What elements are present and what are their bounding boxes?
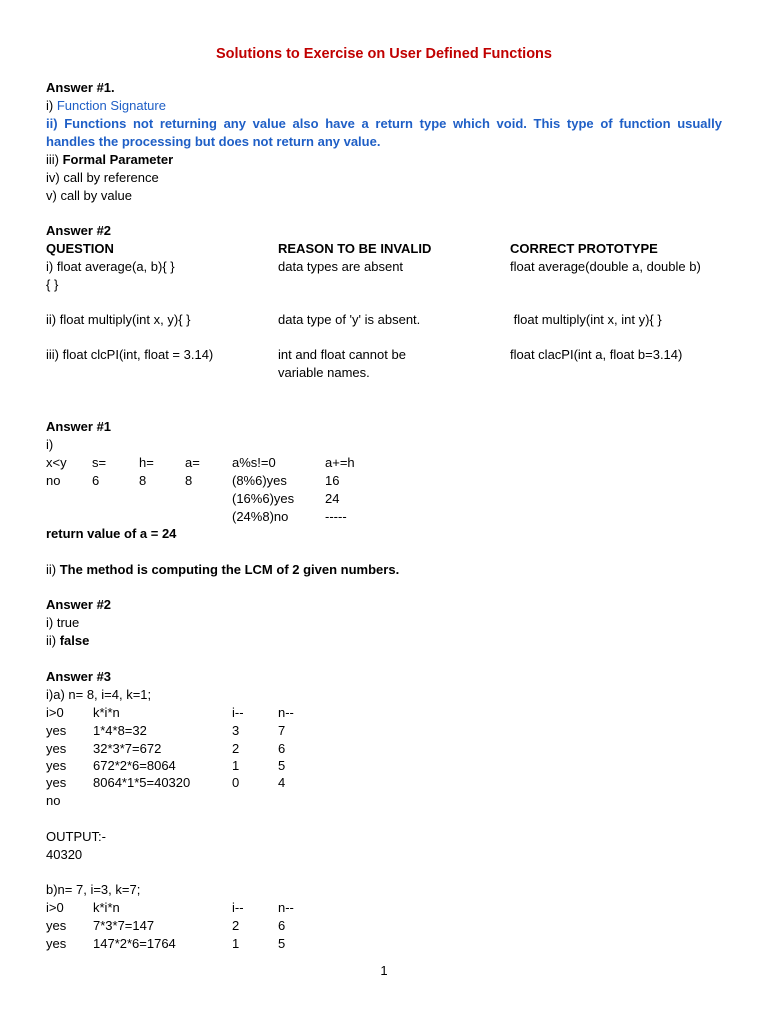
reason-2: data type of 'y' is absent. (278, 312, 421, 327)
trace-cell: 8 (139, 473, 147, 488)
part-a-init: i)a) n= 8, i=4, k=1; (46, 687, 152, 702)
loop-cell: n-- (278, 900, 294, 915)
trace-cell: (8%6)yes (232, 473, 287, 488)
loop-cell: 1 (232, 936, 240, 951)
loop-cell: n-- (278, 705, 294, 720)
loop-cell: 5 (278, 758, 286, 773)
loop-cell: 6 (278, 918, 286, 933)
loop-cell: i>0 (46, 900, 64, 915)
answer-2b-heading: Answer #2 (46, 597, 112, 612)
trace-cell: h= (139, 455, 154, 470)
answer-2b-i: i) true (46, 615, 80, 630)
col-header-prototype: CORRECT PROTOTYPE (510, 241, 658, 256)
col-header-question: QUESTION (46, 241, 114, 256)
answer-1-iii-prefix: iii) (46, 152, 63, 167)
output-label: OUTPUT:- (46, 829, 106, 844)
reason-3: int and float cannot be (278, 347, 406, 362)
loop-cell: k*i*n (93, 900, 120, 915)
loop-cell: 147*2*6=1764 (93, 936, 176, 951)
question-3: iii) float clcPI(int, float = 3.14) (46, 347, 214, 362)
page-number: 1 (380, 963, 388, 978)
loop-cell: 6 (278, 741, 286, 756)
trace-cell: 24 (325, 491, 340, 506)
question-2: ii) float multiply(int x, y){ } (46, 312, 191, 327)
trace-cell: 6 (92, 473, 100, 488)
loop-cell: yes (46, 936, 67, 951)
answer-1-iv: iv) call by reference (46, 170, 159, 185)
trace-cell: s= (92, 455, 107, 470)
prototype-1: float average(double a, double b) (510, 259, 701, 274)
part-b-init: b)n= 7, i=3, k=7; (46, 882, 141, 897)
loop-cell: 32*3*7=672 (93, 741, 162, 756)
prototype-3: float clacPI(int a, float b=3.14) (510, 347, 683, 362)
answer-2b-ii (46, 632, 89, 650)
answer-1-ii: ii) Functions not returning any value also have a return type which void. This type of function usually handles the processing but does not return any value. (46, 116, 722, 149)
trace-cell: (24%8)no (232, 509, 289, 524)
page-title: Solutions to Exercise on User Defined Functions (216, 46, 552, 62)
trace-cell: a= (185, 455, 200, 470)
reason-3-cont: variable names. (278, 365, 370, 380)
col-header-reason: REASON TO BE INVALID (278, 241, 432, 256)
loop-cell: 2 (232, 918, 240, 933)
trace-cell: a%s!=0 (232, 455, 276, 470)
return-value: return value of a = 24 (46, 526, 177, 541)
answer-1-i-prefix: i) (46, 98, 57, 113)
prototype-2: float multiply(int x, int y){ } (510, 312, 662, 327)
trace-cell: 16 (325, 473, 340, 488)
reason-1: data types are absent (278, 259, 404, 274)
loop-cell: yes (46, 723, 67, 738)
loop-cell: 4 (278, 775, 286, 790)
trace-cell: no (46, 473, 61, 488)
loop-cell: 5 (278, 936, 286, 951)
loop-cell: yes (46, 758, 67, 773)
answer-1-iii (46, 151, 173, 169)
answer-2b-ii-prefix: ii) (46, 633, 60, 648)
answer-1b-ii (46, 561, 399, 579)
output-value: 40320 (46, 847, 83, 862)
answer-1-i (46, 97, 166, 115)
answer-1b-heading: Answer #1 (46, 419, 112, 434)
loop-cell: yes (46, 918, 67, 933)
answer-1-i-text: Function Signature (56, 98, 166, 113)
loop-cell: 672*2*6=8064 (93, 758, 176, 773)
loop-cell: 0 (232, 775, 240, 790)
answer-1b-ii-prefix: ii) (46, 562, 60, 577)
loop-cell: no (46, 793, 61, 808)
answer-3-heading: Answer #3 (46, 669, 112, 684)
answer-1-iii-text: Formal Parameter (62, 152, 174, 167)
answer-1-v: v) call by value (46, 188, 132, 203)
loop-cell: yes (46, 775, 67, 790)
answer-1b-ii-text: The method is computing the LCM of 2 given numbers. (59, 562, 400, 577)
question-1-cont: { } (46, 277, 59, 292)
loop-cell: i-- (232, 705, 244, 720)
loop-cell: i-- (232, 900, 244, 915)
trace-cell: (16%6)yes (232, 491, 295, 506)
answer-2b-ii-text: false (59, 633, 90, 648)
answer-1-heading: Answer #1. (46, 80, 115, 95)
answer-2-heading: Answer #2 (46, 223, 112, 238)
trace-cell: a+=h (325, 455, 355, 470)
loop-cell: 7 (278, 723, 286, 738)
loop-cell: 1 (232, 758, 240, 773)
trace-cell: x<y (46, 455, 67, 470)
loop-cell: 7*3*7=147 (93, 918, 155, 933)
trace-cell: 8 (185, 473, 193, 488)
loop-cell: 8064*1*5=40320 (93, 775, 191, 790)
loop-cell: 2 (232, 741, 240, 756)
trace-cell: ----- (325, 509, 347, 524)
question-1: i) float average(a, b){ } (46, 259, 175, 274)
loop-cell: yes (46, 741, 67, 756)
loop-cell: 1*4*8=32 (93, 723, 147, 738)
loop-cell: i>0 (46, 705, 64, 720)
loop-cell: k*i*n (93, 705, 120, 720)
answer-1b-sub: i) (46, 437, 54, 452)
loop-cell: 3 (232, 723, 240, 738)
